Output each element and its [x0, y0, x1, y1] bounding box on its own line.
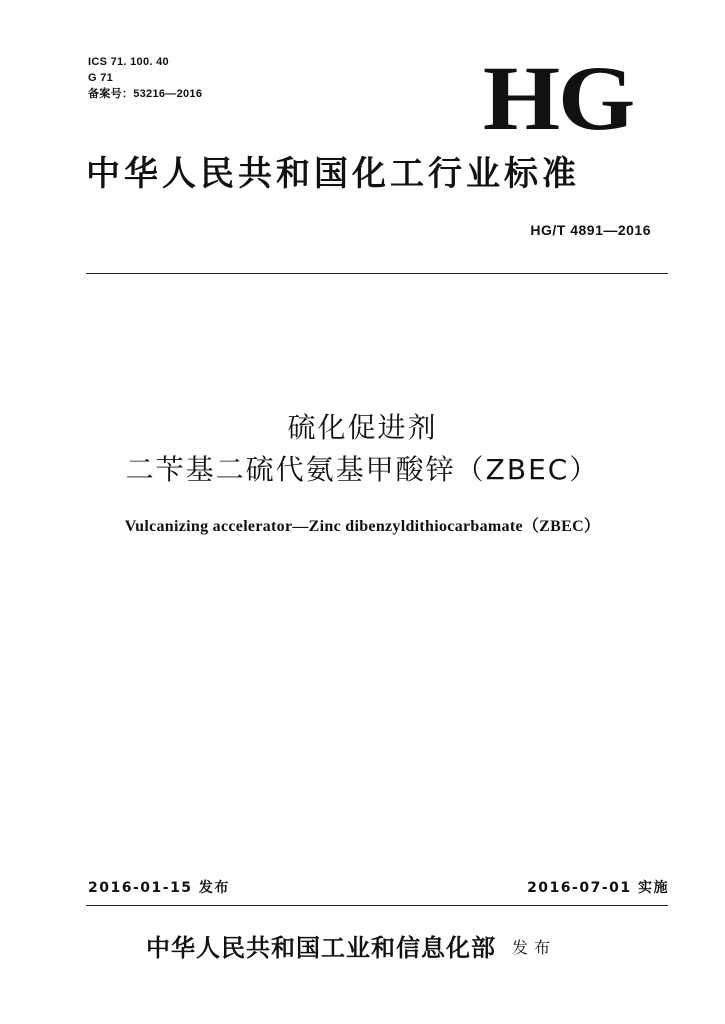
chinese-title-line-2: 二苄基二硫代氨基甲酸锌（ZBEC）: [125, 453, 600, 486]
classification-code: G 71: [88, 72, 114, 84]
record-number: 备案号：53216—2016: [88, 88, 203, 100]
bottom-divider: [86, 905, 668, 906]
standard-code: HG/T 4891—2016: [530, 222, 651, 238]
english-title: Vulcanizing accelerator—Zinc dibenzyldithiocarbamate（ZBEC）: [124, 518, 601, 535]
hg-logo: HG: [482, 47, 633, 149]
issuing-authority: [146, 932, 556, 964]
issue-date: 2016-01-15 发布: [88, 880, 230, 896]
organization-standard-title: 中华人民共和国化工行业标准: [86, 154, 580, 194]
document-metadata: [88, 54, 202, 102]
implementation-date: 2016-07-01 实施: [527, 880, 669, 896]
issuer-action: 发布: [512, 938, 557, 957]
issuer-name: 中华人民共和国工业和信息化部: [146, 934, 496, 962]
chinese-title-line-1: 硫化促进剂: [287, 411, 438, 444]
ics-code: ICS 71. 100. 40: [88, 56, 169, 68]
top-divider: [86, 273, 668, 274]
